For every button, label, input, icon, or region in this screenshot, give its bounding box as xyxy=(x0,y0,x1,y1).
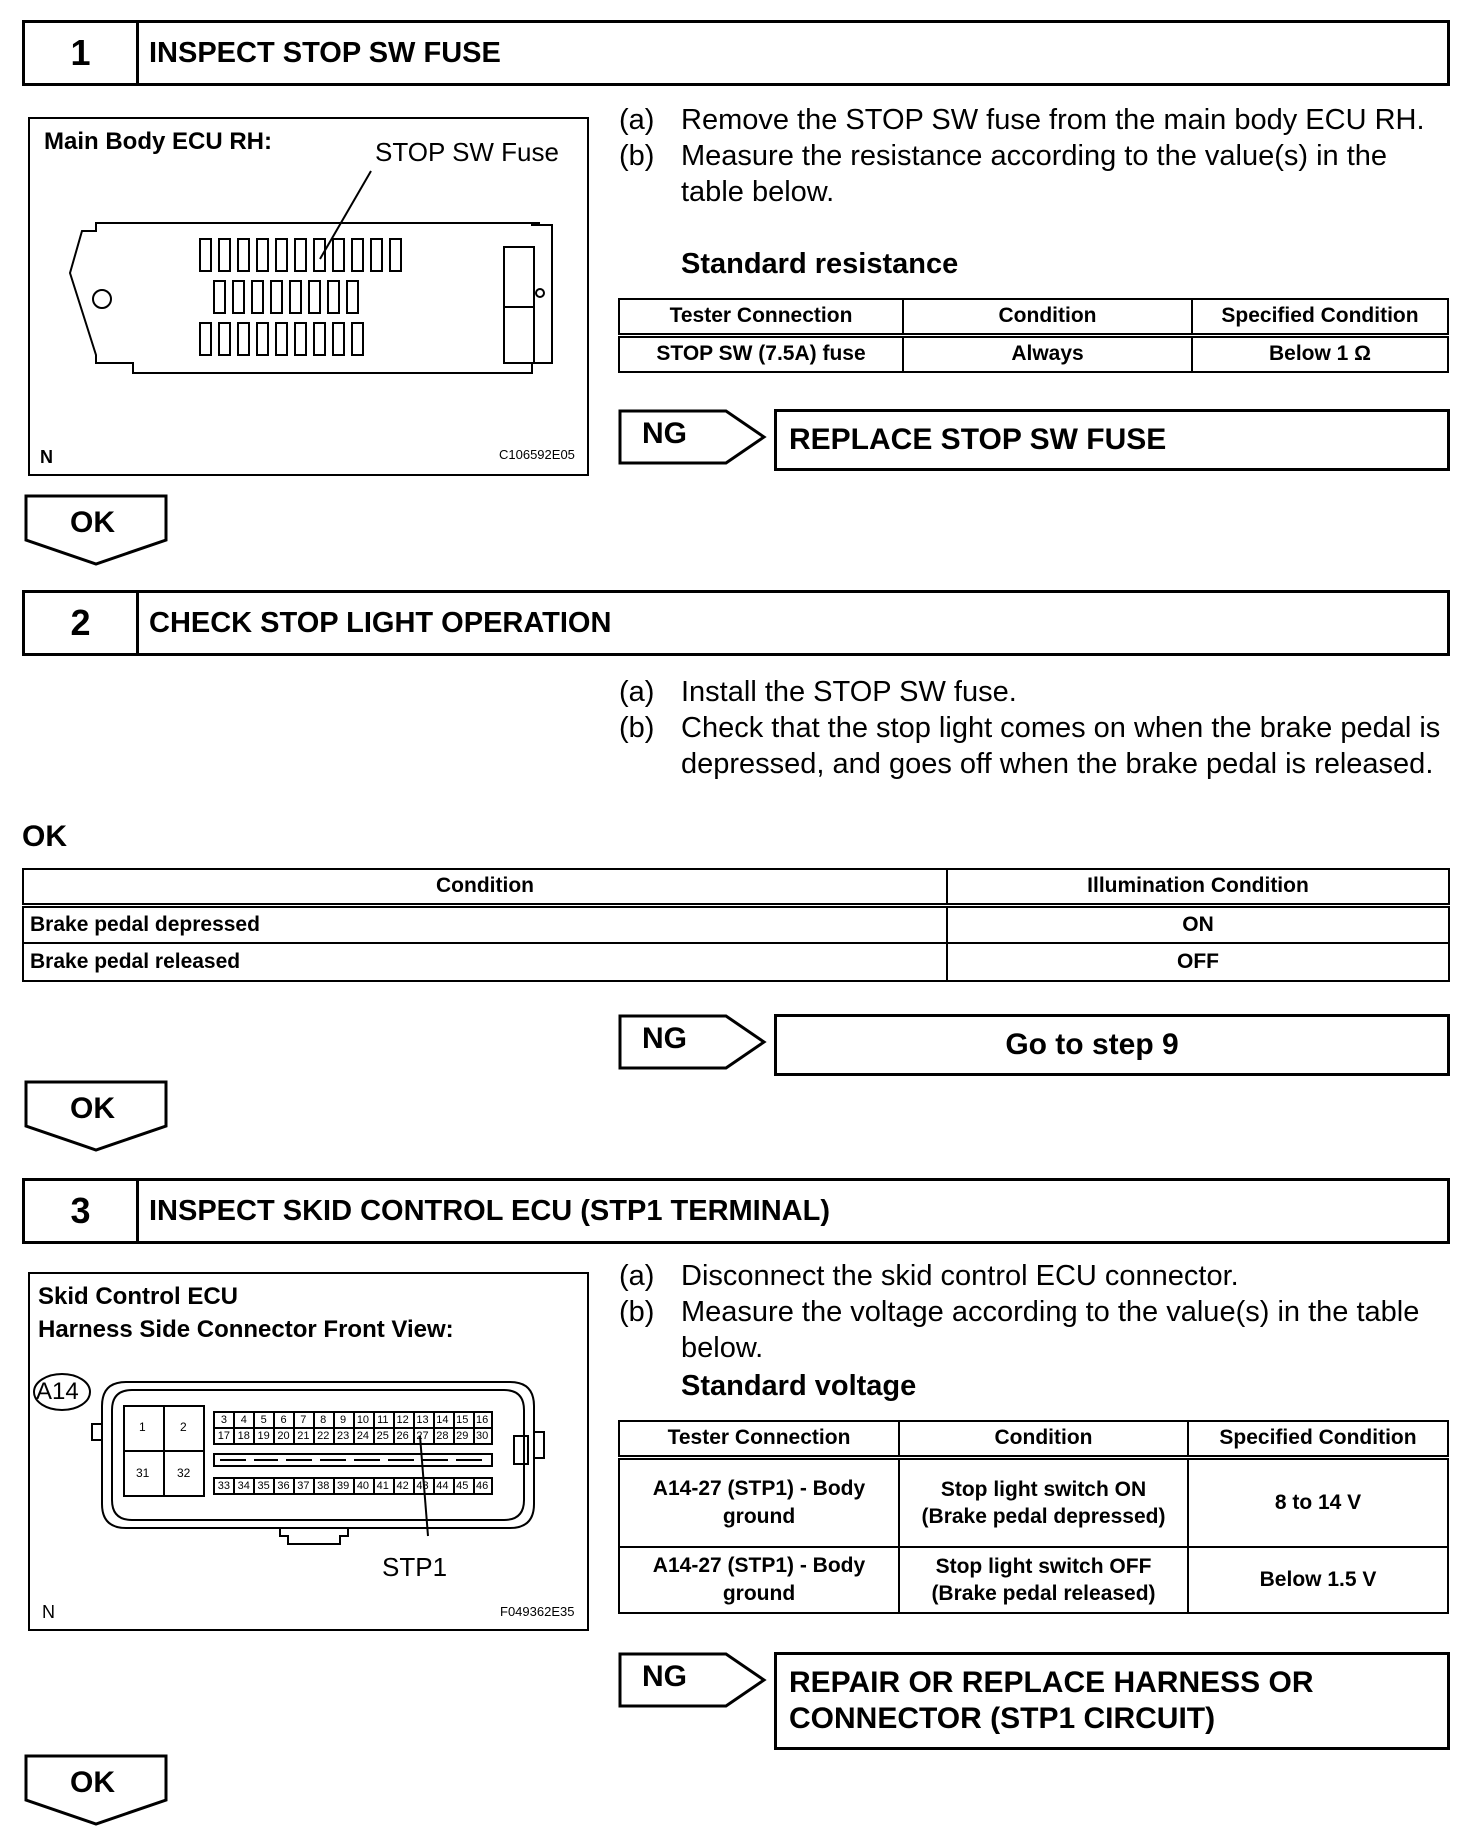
ng-arrow xyxy=(618,409,768,465)
ng-arrow-shape xyxy=(618,1652,768,1708)
pin-label: 35 xyxy=(257,1480,270,1492)
instruction-item: (a) Remove the STOP SW fuse from the main body ECU RH. xyxy=(619,104,1425,136)
voltage-table xyxy=(618,1420,1449,1614)
illumination-table xyxy=(22,868,1450,982)
pin-label: 26 xyxy=(396,1430,409,1442)
pin-label: 45 xyxy=(456,1480,469,1492)
ok-label: OK xyxy=(70,1766,115,1799)
connector-drawing xyxy=(30,1274,587,1629)
mid-pin-row xyxy=(214,1429,492,1443)
pin-label: 12 xyxy=(396,1414,409,1426)
pin-label: 20 xyxy=(277,1430,290,1442)
instruction-item: (a) Install the STOP SW fuse. xyxy=(619,676,1017,708)
pin-label: 25 xyxy=(376,1430,389,1442)
pin-label: 13 xyxy=(416,1414,429,1426)
ng-label: NG xyxy=(642,1022,687,1055)
step-1-instructions xyxy=(619,102,1449,210)
step-3-header xyxy=(22,1178,1450,1244)
pin-label: 4 xyxy=(240,1414,247,1426)
pin-label: 37 xyxy=(297,1480,310,1492)
ng-result-box xyxy=(774,1652,1450,1750)
instruction-item: (b) Measure the resistance according to the value(s) in the table below. xyxy=(619,140,1388,208)
figure-code: F049362E35 xyxy=(500,1604,575,1619)
pin-label: 23 xyxy=(336,1430,350,1442)
pin-label: 1 xyxy=(139,1420,146,1434)
ng-arrow xyxy=(618,1652,768,1708)
pin-label: 34 xyxy=(237,1480,250,1492)
pin-label: 31 xyxy=(136,1466,150,1480)
pin-label: 22 xyxy=(317,1430,330,1442)
step-title: INSPECT STOP SW FUSE xyxy=(149,36,501,69)
step-number: 3 xyxy=(25,1181,139,1241)
step-2-instructions xyxy=(619,674,1449,782)
ng-result-line1: REPAIR OR REPLACE HARNESS OR xyxy=(789,1666,1314,1699)
pin-label: 33 xyxy=(217,1480,231,1492)
pin-label: 28 xyxy=(436,1430,449,1442)
step-number: 2 xyxy=(25,593,139,653)
ok-arrow xyxy=(24,1080,170,1154)
ng-label: NG xyxy=(642,417,687,450)
ng-arrow xyxy=(618,1014,768,1070)
pin-label: 39 xyxy=(336,1480,350,1492)
instruction-item: (a) Disconnect the skid control ECU connector. xyxy=(619,1260,1239,1292)
ok-arrow xyxy=(24,494,170,568)
column-header: Tester Connection xyxy=(619,1421,899,1457)
ng-result-box xyxy=(774,1014,1450,1076)
column-header: Specified Condition xyxy=(1192,299,1448,335)
pin-label: 36 xyxy=(277,1480,290,1492)
pin-label: 30 xyxy=(475,1430,489,1442)
pin-label: 32 xyxy=(177,1466,191,1480)
pin-label: 2 xyxy=(180,1420,187,1434)
instruction-item: (b) Check that the stop light comes on when the brake pedal is depressed, and goes off when the brake pedal is released. xyxy=(619,712,1441,780)
column-header: Specified Condition xyxy=(1188,1421,1448,1457)
table-row: STOP SW (7.5A) fuse Always Below 1 Ω xyxy=(619,335,1448,372)
column-header: Condition xyxy=(23,869,947,905)
step-1-header xyxy=(22,20,1450,86)
column-header: Tester Connection xyxy=(619,299,903,335)
figure-callout: STP1 xyxy=(382,1552,448,1582)
pin-label: 11 xyxy=(377,1414,389,1426)
pin-label: 24 xyxy=(356,1430,370,1442)
ok-label: OK xyxy=(70,506,115,539)
column-header: Illumination Condition xyxy=(947,869,1449,905)
ng-arrow-shape xyxy=(618,409,768,465)
figure-title-line1: Skid Control ECU xyxy=(38,1283,239,1310)
bottom-pin-row xyxy=(214,1479,492,1493)
pin-label: 9 xyxy=(340,1414,347,1426)
pin-label: 15 xyxy=(456,1414,469,1426)
main-body-ecu-figure xyxy=(28,117,589,476)
figure-n-label: N xyxy=(40,447,53,467)
pin-label: 29 xyxy=(456,1430,469,1442)
ng-result-box: REPLACE STOP SW FUSE xyxy=(774,409,1450,471)
step-3-instructions xyxy=(619,1258,1449,1366)
instruction-item: (b) Measure the voltage according to the value(s) in the table below. xyxy=(619,1296,1420,1364)
pin-label: 8 xyxy=(320,1414,327,1426)
ecu-fuse-block-drawing xyxy=(30,119,587,474)
pin-label: 19 xyxy=(257,1430,270,1442)
table-title: OK xyxy=(22,820,67,853)
column-header: Condition xyxy=(899,1421,1188,1457)
top-pin-row xyxy=(214,1413,492,1427)
pin-label: 41 xyxy=(376,1480,389,1492)
pin-label: 18 xyxy=(237,1430,250,1442)
figure-callout: STOP SW Fuse xyxy=(375,137,559,167)
figure-title-line2: Harness Side Connector Front View: xyxy=(38,1316,454,1343)
pin-label: 3 xyxy=(220,1414,227,1426)
step-title: INSPECT SKID CONTROL ECU (STP1 TERMINAL) xyxy=(149,1194,830,1227)
pin-label: 38 xyxy=(317,1480,330,1492)
pin-label: 21 xyxy=(297,1430,310,1442)
pin-label: 44 xyxy=(436,1480,449,1492)
table-row: Brake pedal depressed ON xyxy=(23,905,1449,943)
pin-label: 6 xyxy=(280,1414,287,1426)
step-2-header xyxy=(22,590,1450,656)
pin-label: 40 xyxy=(356,1480,370,1492)
pin-label: 10 xyxy=(356,1414,370,1426)
table-title: Standard resistance xyxy=(681,248,959,280)
step-title: CHECK STOP LIGHT OPERATION xyxy=(149,606,612,639)
table-row: Brake pedal released OFF xyxy=(23,943,1449,981)
ok-label: OK xyxy=(70,1092,115,1125)
pin-label: 14 xyxy=(436,1414,449,1426)
pin-label: 27 xyxy=(416,1430,429,1442)
skid-control-ecu-figure xyxy=(28,1272,589,1631)
resistance-table xyxy=(618,298,1449,373)
table-row: A14-27 (STP1) - Body ground Stop light switch ON (Brake pedal depressed) 8 to 14 V xyxy=(619,1457,1448,1547)
ok-arrow xyxy=(24,1754,170,1828)
figure-code: C106592E05 xyxy=(499,447,575,462)
figure-n-label: N xyxy=(42,1602,55,1622)
connector-id: A14 xyxy=(36,1378,79,1405)
table-title: Standard voltage xyxy=(681,1370,917,1402)
pin-label: 42 xyxy=(396,1480,409,1492)
pin-label: 7 xyxy=(300,1414,307,1426)
go-to-step-link[interactable]: Go to step 9 xyxy=(1005,1028,1179,1061)
ng-result-line2: CONNECTOR (STP1 CIRCUIT) xyxy=(789,1702,1216,1735)
pin-label: 17 xyxy=(217,1430,231,1442)
column-header: Condition xyxy=(903,299,1192,335)
pin-label: 16 xyxy=(475,1414,489,1426)
table-row: A14-27 (STP1) - Body ground Stop light switch OFF (Brake pedal released) Below 1.5 V xyxy=(619,1547,1448,1613)
ng-label: NG xyxy=(642,1660,687,1693)
pin-label: 46 xyxy=(475,1480,489,1492)
pin-label: 5 xyxy=(260,1414,267,1426)
pin-label: 43 xyxy=(416,1480,429,1492)
figure-title: Main Body ECU RH: xyxy=(44,128,272,155)
step-number: 1 xyxy=(25,23,139,83)
ng-arrow-shape xyxy=(618,1014,768,1070)
